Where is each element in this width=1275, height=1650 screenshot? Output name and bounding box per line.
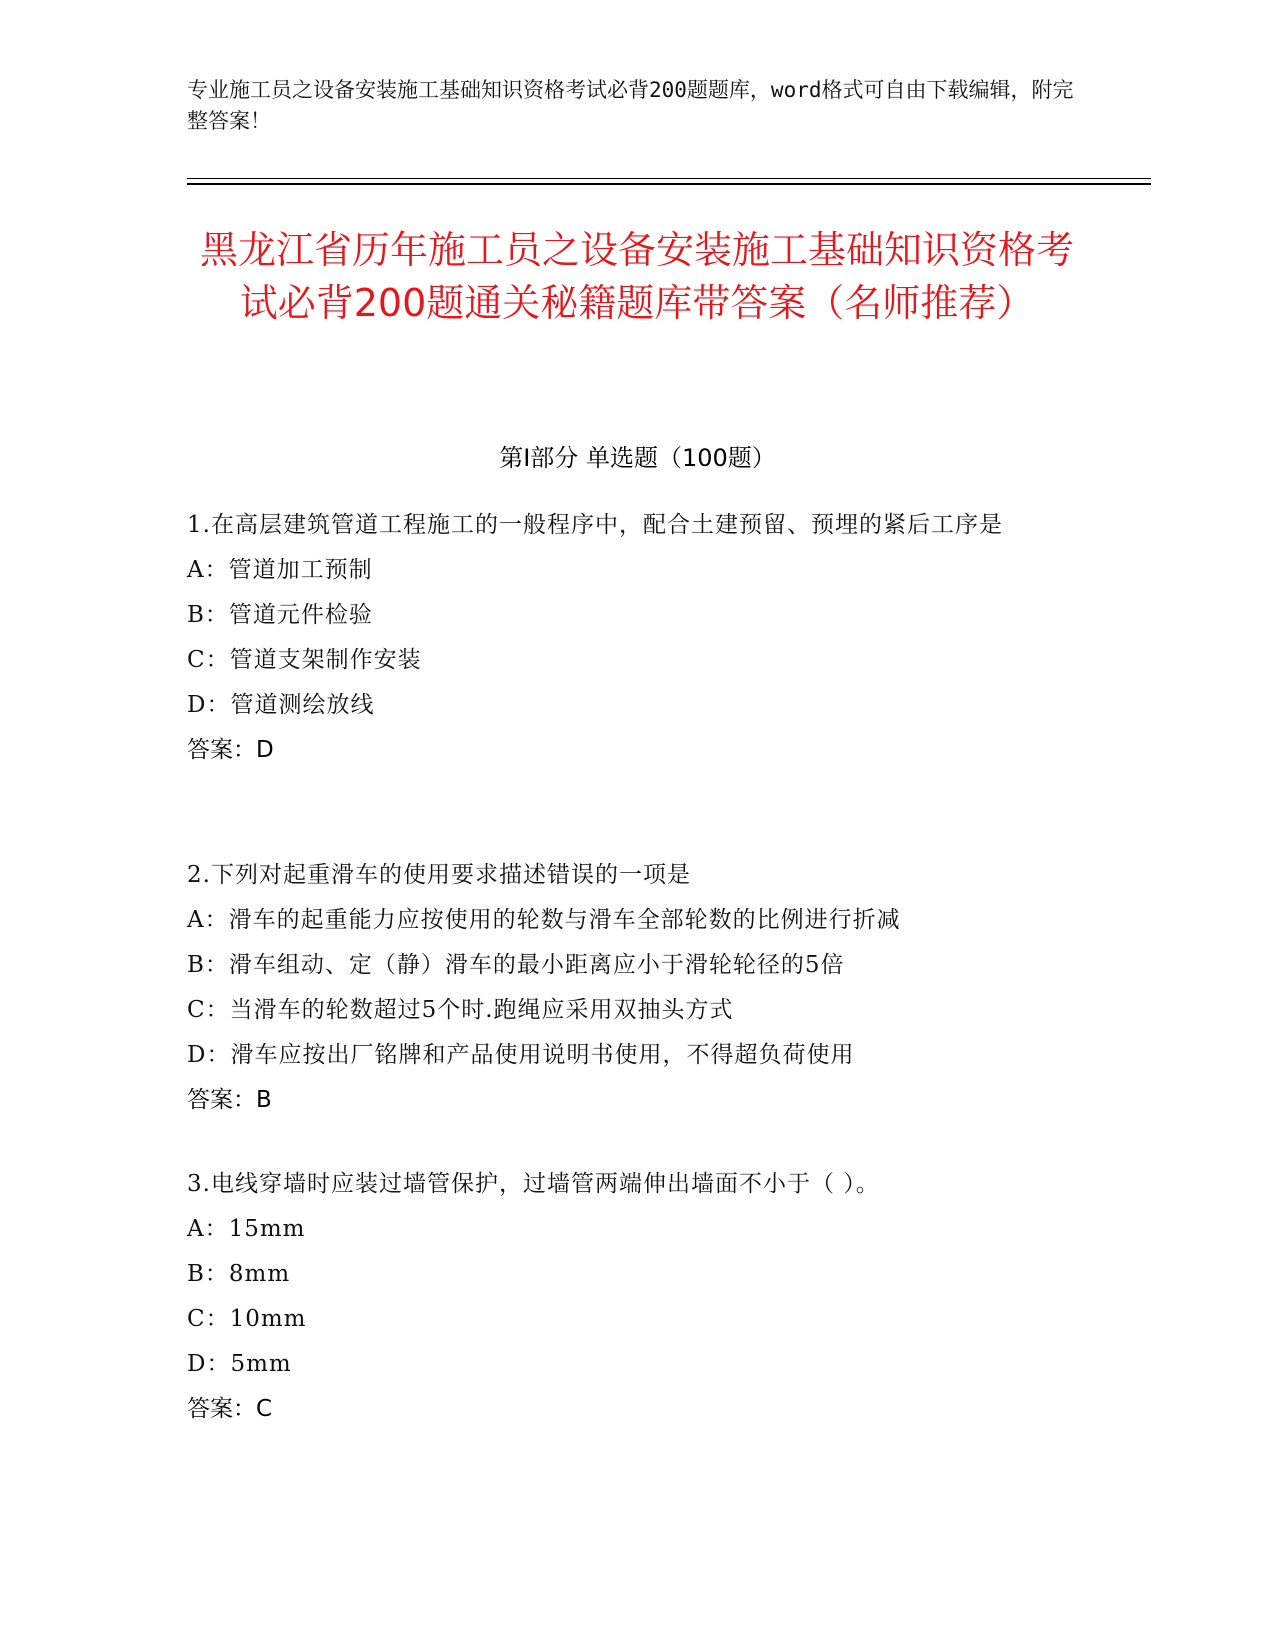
- option-b: B：管道元件检验: [187, 602, 373, 628]
- answer-label: 答案：B: [187, 1087, 272, 1113]
- question-stem: 1.在高层建筑管道工程施工的一般程序中，配合土建预留、预埋的紧后工序是: [187, 512, 1003, 538]
- header-divider-thin: [187, 178, 1151, 179]
- answer-label: 答案：D: [187, 737, 274, 763]
- question-stem: 3.电线穿墙时应装过墙管保护，过墙管两端伸出墙面不小于（ ）。: [187, 1171, 880, 1197]
- section-heading: 第Ⅰ部分 单选题（100题）: [499, 444, 776, 472]
- option-c: C：当滑车的轮数超过5个时.跑绳应采用双抽头方式: [187, 997, 734, 1023]
- header-divider-thick: [187, 183, 1151, 185]
- question-1: [187, 503, 1087, 773]
- option-d: D：5mm: [187, 1351, 292, 1377]
- option-a: A：管道加工预制: [187, 557, 373, 583]
- option-b: B：8mm: [187, 1261, 291, 1287]
- option-c: C：管道支架制作安装: [187, 647, 422, 673]
- document-title: 黑龙江省历年施工员之设备安装施工基础知识资格考试必背200题通关秘籍题库带答案（名师推荐）: [199, 228, 1074, 325]
- option-c: C：10mm: [187, 1306, 307, 1332]
- option-d: D：滑车应按出厂铭牌和产品使用说明书使用，不得超负荷使用: [187, 1042, 855, 1068]
- question-stem: 2.下列对起重滑车的使用要求描述错误的一项是: [187, 862, 691, 888]
- option-a: A：滑车的起重能力应按使用的轮数与滑车全部轮数的比例进行折减: [187, 907, 901, 933]
- question-2: [187, 853, 1087, 1123]
- option-d: D：管道测绘放线: [187, 692, 375, 718]
- header-note: 专业施工员之设备安装施工基础知识资格考试必背200题题库，word格式可自由下载编辑，附完整答案！: [187, 78, 1074, 133]
- question-3: [187, 1162, 1087, 1432]
- option-a: A：15mm: [187, 1216, 306, 1242]
- answer-label: 答案：C: [187, 1396, 273, 1422]
- option-b: B：滑车组动、定（静）滑车的最小距离应小于滑轮轮径的5倍: [187, 952, 845, 978]
